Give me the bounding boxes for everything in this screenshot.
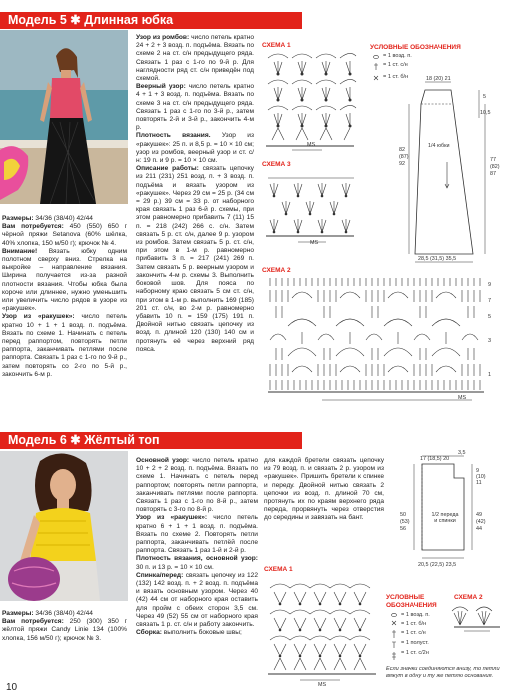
model5-mid-text xyxy=(136,34,254,354)
paragraph: Спинка/перед: связать цепочку из 122 (132) 142 возд. п. + 2 возд. п. подъёма и вязать основным узором. Через 40 (42) 44 см от наборного края оставить для пройм с обеих сторон 3,5 см. Через 49 (52) 55 см от наборного края связать 1 р. ст. с/н и работу закончить. xyxy=(136,571,258,629)
schema2-chart xyxy=(262,276,502,404)
value: 11 xyxy=(476,480,482,486)
pattern-side-right xyxy=(476,512,486,533)
paragraph: Плотность вязания, основной узор: 30 п. и 13 р. = 10 × 10 см. xyxy=(136,555,258,571)
paragraph: для каждой бретели связать цепочку из 79 возд. п. и связать 2 р. узором из «ракушек». Пришить бретели к спинке и переду. Двойной нитью связать 2 цепочки из возд. п. длиной 70 см, протянуть их по краям верхнего ряда переда, прорвянуть через отверстия до середины и завязать на бант. xyxy=(264,457,384,522)
pattern-side-right-mid: 10,5 xyxy=(480,110,491,116)
schema3-label: СХЕМА 3 xyxy=(262,161,291,168)
model6-photo-art xyxy=(0,451,128,601)
paragraph: Узор из ромбов: число петель кратно 24 + 2 + 3 возд. п. подъёма. Вязать по схеме 2 на ст. с/н предыдущего ряда. Связать 1 раз с 1-го по 9-й р. Для наглядности ряд ст. с/н приведён под схемой. xyxy=(136,34,254,83)
paragraph: Веерный узор: число петель кратно 4 + 1 + 3 возд. п. подъёма. Вязать по схеме 3 на ст. с/н предыдущего ряда. Связать 1 раз с 1-го по 3-й р., затем повторять 2-й и 3-й р., закончить 4-м р. xyxy=(136,83,254,132)
pattern-top-side: 3,5 xyxy=(458,450,466,456)
ms-label: MS xyxy=(310,240,319,246)
schema1-chart xyxy=(262,50,358,152)
model6-schema1-chart xyxy=(264,574,382,686)
legend-symbols xyxy=(390,612,400,660)
pattern-side-right xyxy=(490,157,500,178)
value: (42) xyxy=(476,519,486,525)
legend-item: = 1 полуст. xyxy=(401,640,429,646)
ms-label: MS xyxy=(458,395,467,401)
value: (10) xyxy=(476,474,486,480)
schema2-label: СХЕМА 2 xyxy=(454,594,483,601)
svg-text:9: 9 xyxy=(488,282,492,288)
schema1-label: СХЕМА 1 xyxy=(262,42,291,49)
pattern-bottom: 20,5 (22,5) 23,5 xyxy=(418,562,457,568)
legend-item: = 1 ст. с/н xyxy=(401,630,426,636)
pattern-top: 18 (20) 21 xyxy=(426,76,451,82)
svg-text:3: 3 xyxy=(488,338,492,344)
model5-legend-title: УСЛОВНЫЕ ОБОЗНАЧЕНИЯ xyxy=(370,44,461,51)
legend-item: = 1 возд. п. xyxy=(401,612,430,618)
paragraph: Узор из «ракушек»: число петель кратно 6 + 1 + 1 возд. п. подъёма. Вязать по схеме 2. Повторять петли раппорта, заканчивать петлёй после раппорта. Связать 1 раз 1-й и 2-й р. xyxy=(136,514,258,555)
schema2-label: СХЕМА 2 xyxy=(262,267,291,274)
value: 9 xyxy=(476,468,479,474)
pattern-title: 1/2 переда и спинки xyxy=(431,512,459,524)
value: 92 xyxy=(399,161,405,167)
model5-photo-art xyxy=(0,30,128,204)
value: (87) xyxy=(399,154,409,160)
model6-header: Модель 6 ✱ Жёлтый топ xyxy=(0,432,302,449)
model6-left-text xyxy=(2,610,127,643)
model6-photo xyxy=(0,451,128,601)
skirt-pattern xyxy=(395,78,503,266)
paragraph: Размеры: 34/36 (38/40) 42/44 xyxy=(2,215,93,222)
paragraph: Размеры: 34/36 (38/40) 42/44 xyxy=(2,610,93,617)
legend-item: = 1 возд. п. xyxy=(383,53,412,59)
model5-header: Модель 5 ✱ Длинная юбка xyxy=(0,12,302,29)
ms-label: MS xyxy=(307,142,316,148)
value: 17 xyxy=(420,456,426,462)
legend-item: = 1 ст. б/н xyxy=(383,74,409,80)
page-number: 10 xyxy=(6,682,18,693)
value: (82) xyxy=(490,164,500,170)
pattern-side-left xyxy=(399,147,409,168)
value: 77 xyxy=(490,157,496,163)
paragraph: Описание работы: связать цепочку из 211 (231) 251 возд. п. + 3 возд. п. подъёма и вязать узором из «ракушек». Через 29 см = 25 р. (34 см = 29 р.) 39 см = 33 р. от наборного края связать 1 раз 6-й р. схемы, при этом равномерно прибавить 7 (11) 15 п. = 218 (242) 266 с. с/н. Затем связать 5 р. ст. с/н, далее 9 р. узором из ромбов. Затем связать 5 р. ст. с/н, при этом в 1-м р. равномерно прибавить 3 п. = 217 (241) 269 п. Затем связать 5 р. веерным узором и закончить 4-м р. схемы 3. Выполнить боковой шов. Для пояса по наборному краю связать 5 см ст. с/н, при этом в 1-м р. выполнить 169 (185) 201 ст. с/н, во 2-м р. равномерно убавить 10 п. = 159 (175) 191 п. Двойной нитью связать цепочку из возд. п. длиной 120 (130) 140 см и протянуть её через верхний ряд пояса. xyxy=(136,165,254,353)
top-pattern xyxy=(392,452,504,568)
value: 49 xyxy=(476,512,482,518)
value: 20 xyxy=(443,456,450,462)
value: 82 xyxy=(399,147,405,153)
value: 56 xyxy=(400,526,406,532)
ms-label: MS xyxy=(318,682,327,688)
pattern-bottom: 28,5 (31,5) 35,5 xyxy=(418,256,457,262)
model5-left-text xyxy=(2,215,127,379)
value: (18,5) xyxy=(427,456,442,462)
pattern-title: 1/4 юбки xyxy=(428,143,450,149)
model6-mid-text xyxy=(136,457,258,637)
paragraph: Плотность вязания. Узор из «ракушек»: 25 п. и 8,5 р. = 10 × 10 см; узор из ромбов, веерный узор и ст. с/н: 19 п. и 9 р. = 10 × 10 см. xyxy=(136,132,254,165)
pattern-side-right-top: 5 xyxy=(483,94,486,100)
schema1-label: СХЕМА 1 xyxy=(264,566,293,573)
svg-text:1: 1 xyxy=(488,372,492,378)
paragraph: Внимание! Вязать юбку одним полотном сверху вниз. Стрелка на выкройке – направление вязания. Ширина получается из-за разной плотности вязания. Чтобы юбка была короче или длиннее, нужно уменьшить или увеличить число рядов в узоре из «ракушек». xyxy=(2,247,127,313)
pattern-top xyxy=(420,456,449,462)
legend-note: Если значки соединяются внизу, то петли вяжут в одну и ту же петлю основания. xyxy=(386,666,500,679)
pattern-side-left xyxy=(400,512,410,533)
value: 44 xyxy=(476,526,482,532)
model6-legend-title: УСЛОВНЫЕ ОБОЗНАЧЕНИЯ xyxy=(386,594,437,609)
svg-text:5: 5 xyxy=(488,314,492,320)
pattern-side-top xyxy=(476,468,486,486)
legend-item: = 1 ст. б/н xyxy=(401,621,427,627)
legend-item: = 1 ст. с/2н xyxy=(401,650,429,656)
paragraph: Вам потребуется: 450 (550) 650 г чёрной пряжи Setanova (60% шёлка, 40% хлопка, 150 м/50 г); крючок № 4. xyxy=(2,223,127,247)
paragraph: Основной узор: число петель кратно 10 + 2 + 2 возд. п. подъёма. Вязать по схеме 1. Начинать с петель перед раппортом; повторять петли раппорта, заканчивать петлями после раппорта. Связать 1 раз с 1-го по 8-й р., затем повторять с 3-го по 8-й р. xyxy=(136,457,258,514)
svg-text:7: 7 xyxy=(488,298,492,304)
value: (53) xyxy=(400,519,410,525)
legend-symbols xyxy=(372,53,382,83)
model5-photo xyxy=(0,30,128,204)
model6-schema2-chart xyxy=(450,603,504,633)
value: 50 xyxy=(400,512,406,518)
legend-item: = 1 ст. с/н xyxy=(383,62,408,68)
value: 87 xyxy=(490,171,496,177)
paragraph: Вам потребуется: 250 (300) 350 г жёлтой пряжи Candy Linie 134 (100% хлопка, 156 м/50 г); крючок № 3. xyxy=(2,618,127,642)
model6-right-text xyxy=(264,457,384,523)
paragraph: Сборка: выполнить боковые швы; xyxy=(136,629,242,637)
schema3-chart xyxy=(262,170,358,248)
paragraph: Узор из «ракушек»: число петель кратно 10 + 1 + 1 возд. п. подъёма. Вязать по схеме 1. Начинать с петель перед раппортом, повторять петли раппорта, заканчивать петлями после раппорта. Связать 1 раз с 1-го по 9-й р., затем повторять со 2-го по 5-й р., закончить 6-м р. xyxy=(2,313,127,378)
